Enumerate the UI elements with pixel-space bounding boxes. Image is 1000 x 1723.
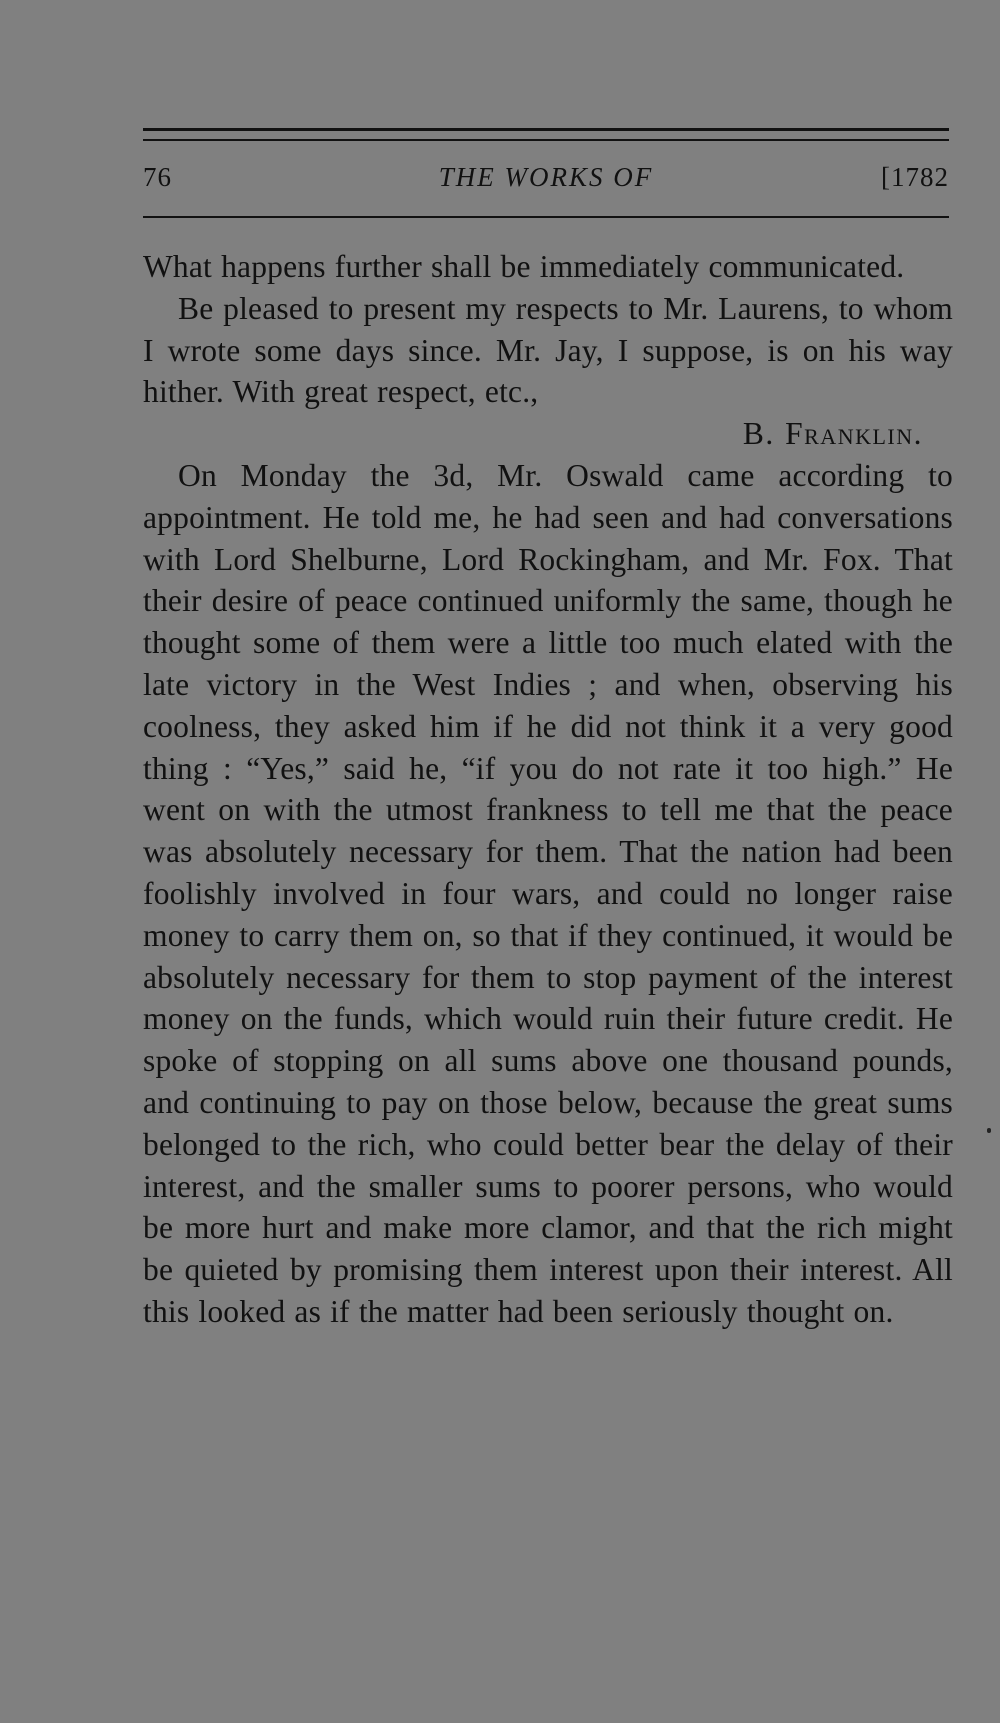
ink-speck — [987, 1128, 991, 1133]
signature — [143, 413, 953, 455]
paragraph-closing: Be pleased to present my respects to Mr. Laurens, to whom I wrote some days since. Mr. Jay, I suppose, is on his way hither. With great respect, etc., — [143, 290, 953, 410]
top-rule-thick — [143, 128, 949, 131]
running-head — [143, 162, 949, 202]
paragraph-continuation: What happens further shall be immediately communicated. — [143, 249, 905, 284]
top-rule-thin — [143, 139, 949, 141]
header-underline-rule — [143, 216, 949, 218]
page-number: 76 — [143, 162, 172, 192]
running-title: THE WORKS OF — [438, 162, 654, 192]
body-text — [143, 246, 953, 1333]
signature-initial: B. — [742, 416, 775, 452]
paragraph-narrative: On Monday the 3d, Mr. Oswald came according to appointment. He told me, he had seen and had conversations with Lord Shelburne, Lord Rockingham, and Mr. Fox. That their desire of peace continued uniformly the same, though he thought some of them were a little too much elated with the late victory in the West Indies ; and when, observing his coolness, they asked him if he did not think it a very good thing : “Yes,” said he, “if you do not rate it too high.” He went on with the utmost frankness to tell me that the peace was absolutely necessary for them. That the nation had been foolishly involved in four wars, and could no longer raise money to carry them on, so that if they continued, it would be absolutely necessary for them to stop payment of the interest money on the funds, which would ruin their future credit. He spoke of stopping on all sums above one thousand pounds, and continuing to pay on those below, because the great sums belonged to the rich, who could better bear the delay of their interest, and the smaller sums to poorer persons, who would be more hurt and make more clamor, and that the rich might be quieted by promising them interest upon their interest. All this looked as if the matter had been seriously thought on. — [143, 457, 953, 1329]
signature-name: Franklin. — [785, 416, 923, 452]
running-year: [1782 — [881, 162, 949, 192]
